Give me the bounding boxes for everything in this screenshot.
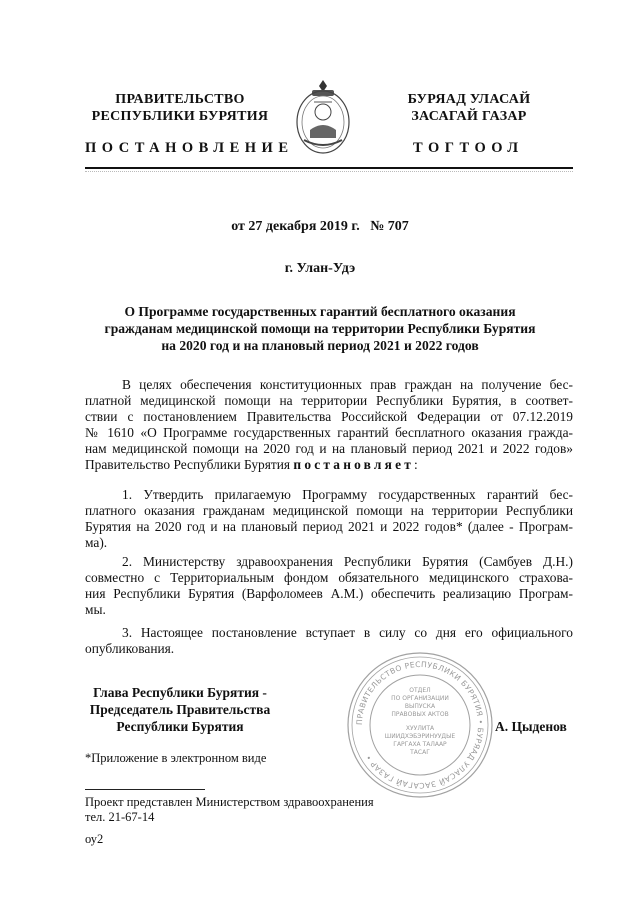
seal-line: ГАРГАХА ТАЛААР bbox=[393, 741, 447, 748]
paragraph-item-2 bbox=[85, 554, 573, 618]
paragraph-item-1 bbox=[85, 487, 573, 551]
text-line bbox=[85, 457, 573, 473]
text-line: платного оказания гражданам медицинской помощи на территории Республики bbox=[85, 503, 573, 518]
seal-line: ПРАВОВЫХ АКТОВ bbox=[391, 711, 449, 718]
text-line: мы. bbox=[85, 602, 106, 617]
text-line: ствии с постановлением Правительства Российской Федерации от 07.12.2019 bbox=[85, 409, 573, 424]
coat-of-arms-icon bbox=[292, 78, 354, 158]
issuer-right bbox=[374, 91, 564, 125]
text-line: опубликования. bbox=[85, 641, 175, 656]
footnote-rule bbox=[85, 789, 205, 790]
text-line: ма). bbox=[85, 535, 108, 550]
seal-line: ПО ОРГАНИЗАЦИИ bbox=[391, 695, 449, 702]
title-line1: О Программе государственных гарантий бесплатного оказания bbox=[124, 304, 516, 319]
issuer-right-line1: БУРЯАД УЛАСАЙ bbox=[407, 92, 531, 107]
footer-code: оу2 bbox=[85, 832, 104, 846]
seal-line: ТАСАГ bbox=[410, 749, 430, 756]
text-line: 1. Утвердить прилагаемую Программу государственных гарантий бес- bbox=[122, 487, 573, 502]
title-line3: на 2020 год и на плановый период 2021 и 2022 годов bbox=[161, 338, 479, 353]
header-dotted-rule bbox=[85, 171, 573, 172]
seal-line: ШИИДХЭБЭРИНУУДЫЕ bbox=[384, 733, 456, 740]
issuer-left-line1: ПРАВИТЕЛЬСТВО bbox=[115, 92, 245, 107]
doc-kind-right: ТОГТООЛ bbox=[413, 140, 524, 156]
text-line: платной медицинской помощи на территории Республики Бурятия, в соответ- bbox=[85, 393, 573, 408]
signatory-line2: Председатель Правительства bbox=[89, 702, 271, 717]
appendix-note: *Приложение в электронном виде bbox=[85, 751, 267, 765]
issuer-left-line2: РЕСПУБЛИКИ БУРЯТИЯ bbox=[91, 109, 269, 124]
issuer-left bbox=[85, 91, 275, 125]
signatory-line3: Республики Бурятия bbox=[116, 719, 244, 734]
text-line: ния Республики Бурятия (Варфоломеев А.М.) обеспечить реализацию Програм- bbox=[85, 586, 573, 601]
text-line: нам медицинской помощи на 2020 год и на плановый период 2021 и 2022 годов» bbox=[85, 441, 573, 456]
text-line: 2. Министерству здравоохранения Республики Бурятия (Самбуев Д.Н.) bbox=[122, 554, 573, 569]
issuer-right-line2: ЗАСАГАЙ ГАЗАР bbox=[411, 109, 527, 124]
official-seal bbox=[345, 650, 495, 800]
date-number: от 27 декабря 2019 г. № 707 bbox=[231, 219, 409, 234]
text-line: 3. Настоящее постановление вступает в силу со дня его официального bbox=[122, 625, 573, 640]
footer-prepared-by: Проект представлен Министерством здравоохранения bbox=[85, 795, 374, 809]
paragraph-preamble bbox=[85, 377, 573, 473]
title-line2: гражданам медицинской помощи на территории Республики Бурятия bbox=[104, 321, 536, 336]
seal-ring-text: ПРАВИТЕЛЬСТВО РЕСПУБЛИКИ БУРЯТИЯ • БУРЯАД УЛАСАЙ ЗАСАГАЙ ГАЗАР • bbox=[354, 659, 486, 791]
resolves-keyword: постановляет bbox=[293, 457, 415, 472]
header-rule bbox=[85, 167, 573, 169]
signatory-title bbox=[80, 684, 280, 735]
text-line: № 1610 «О Программе государственных гарантий бесплатного оказания гражда- bbox=[85, 425, 573, 440]
city: г. Улан-Удэ bbox=[284, 261, 356, 276]
paragraph-item-3 bbox=[85, 625, 573, 657]
signatory-name: А. Цыденов bbox=[495, 719, 567, 734]
colon: : bbox=[414, 457, 418, 472]
footer-phone: тел. 21-67-14 bbox=[85, 810, 155, 824]
signatory-line1: Глава Республики Бурятия - bbox=[93, 685, 267, 700]
text-line: Бурятия на 2020 год и на плановый период 2021 и 2022 годов* (далее - Програм- bbox=[85, 519, 573, 534]
text-line: В целях обеспечения конституционных прав граждан на получение бес- bbox=[122, 377, 573, 392]
text-line: совместно с Территориальным фондом обязательного медицинского страхова- bbox=[85, 570, 573, 585]
seal-line: ХУУЛИТА bbox=[405, 725, 435, 732]
doc-kind-left: ПОСТАНОВЛЕНИЕ bbox=[85, 140, 294, 156]
document-title bbox=[0, 303, 640, 354]
seal-line: ВЫПУСКА bbox=[404, 703, 436, 710]
seal-line: ОТДЕЛ bbox=[409, 687, 431, 694]
preamble-subject: Правительство Республики Бурятия bbox=[85, 457, 294, 472]
